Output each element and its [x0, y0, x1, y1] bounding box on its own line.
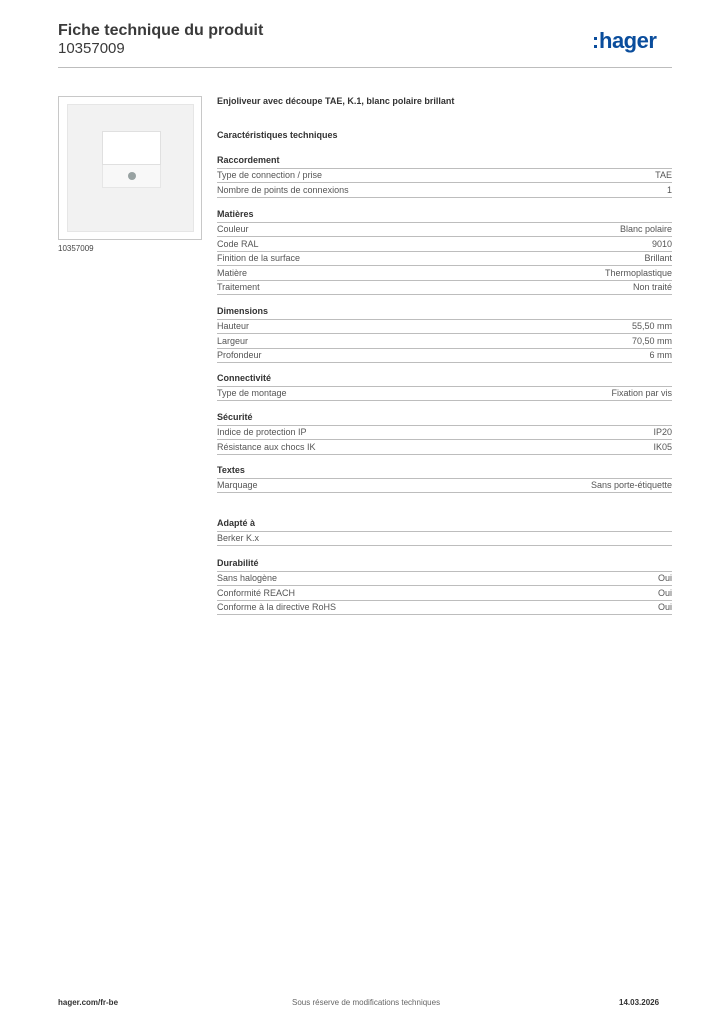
- spec-row: [217, 184, 672, 198]
- spec-label: Type de montage: [217, 388, 287, 398]
- spec-label: Type de connection / prise: [217, 170, 323, 180]
- spec-label: Couleur: [217, 224, 249, 234]
- spec-value: Oui: [657, 602, 672, 613]
- spec-value: IK05: [653, 441, 672, 452]
- product-screw: [128, 172, 136, 180]
- section-title: Durabilité: [217, 558, 259, 568]
- logo-dots-icon: [594, 37, 597, 48]
- spec-label: Indice de protection IP: [217, 427, 307, 437]
- product-image-caption: 10357009: [58, 244, 94, 253]
- spec-value: Sans porte-étiquette: [590, 480, 672, 490]
- spec-value: 55,50 mm: [631, 321, 672, 331]
- spec-label: Berker K.x: [217, 533, 260, 543]
- spec-row: [217, 479, 672, 493]
- spec-value: 70,50 mm: [631, 335, 672, 346]
- product-image-frame: [58, 96, 202, 240]
- spec-value: Brillant: [644, 253, 672, 264]
- spec-value: IP20: [653, 427, 672, 437]
- spec-label: Profondeur: [217, 350, 262, 361]
- spec-row: [217, 532, 672, 546]
- spec-row: [217, 169, 672, 183]
- spec-label: Sans halogène: [217, 573, 278, 583]
- spec-label: Nombre de points de connexions: [217, 184, 349, 195]
- spec-label: Marquage: [217, 480, 258, 490]
- section-title: Connectivité: [217, 373, 272, 383]
- section-title: Adapté à: [217, 518, 256, 528]
- spec-row: [217, 387, 672, 401]
- spec-row: [217, 587, 672, 601]
- spec-value: TAE: [655, 170, 672, 180]
- product-image: [67, 104, 194, 232]
- spec-row: [217, 223, 672, 237]
- spec-row: [217, 335, 672, 349]
- spec-value: Thermoplastique: [604, 267, 672, 278]
- logo-wordmark: hager: [599, 28, 657, 53]
- spec-row: [217, 267, 672, 281]
- spec-row: [217, 601, 672, 615]
- spec-value: Blanc polaire: [619, 224, 672, 234]
- spec-value: Oui: [657, 587, 672, 598]
- spec-value: 9010: [651, 238, 672, 249]
- spec-label: Code RAL: [217, 238, 259, 249]
- spec-row: [217, 281, 672, 295]
- spec-label: Matière: [217, 267, 248, 278]
- section-title: Textes: [217, 465, 245, 475]
- spec-row: [217, 320, 672, 334]
- footer-notice: Sous réserve de modifications techniques: [292, 998, 441, 1007]
- section-title: Matières: [217, 209, 254, 219]
- footer-website: hager.com/fr-be: [58, 998, 119, 1007]
- spec-row: [217, 349, 672, 363]
- characteristics-heading: Caractéristiques techniques: [217, 130, 338, 140]
- spec-row: [217, 252, 672, 266]
- spec-label: Traitement: [217, 282, 260, 293]
- spec-label: Largeur: [217, 335, 249, 346]
- document-title: Fiche technique du produit: [58, 22, 264, 39]
- spec-label: Conforme à la directive RoHS: [217, 602, 337, 613]
- spec-label: Hauteur: [217, 321, 250, 331]
- spec-row: [217, 426, 672, 440]
- spec-value: 6 mm: [649, 350, 672, 361]
- spec-label: Finition de la surface: [217, 253, 301, 264]
- product-cutout: [102, 131, 161, 165]
- section-title: Dimensions: [217, 306, 269, 316]
- spec-value: Oui: [657, 573, 672, 583]
- section-title: Raccordement: [217, 155, 280, 165]
- spec-label: Résistance aux chocs IK: [217, 441, 316, 452]
- spec-row: [217, 572, 672, 586]
- spec-row: [217, 441, 672, 455]
- hager-logo: [594, 26, 656, 56]
- product-code: 10357009: [58, 40, 125, 57]
- header-divider: [58, 67, 672, 68]
- spec-value: Fixation par vis: [611, 388, 672, 398]
- spec-value: Non traité: [632, 282, 672, 293]
- product-name: Enjoliveur avec découpe TAE, K.1, blanc polaire brillant: [217, 96, 455, 106]
- spec-row: [217, 238, 672, 252]
- section-title: Sécurité: [217, 412, 253, 422]
- footer-date: 14.03.2026: [619, 998, 660, 1007]
- spec-value: 1: [666, 184, 672, 195]
- spec-label: Conformité REACH: [217, 587, 296, 598]
